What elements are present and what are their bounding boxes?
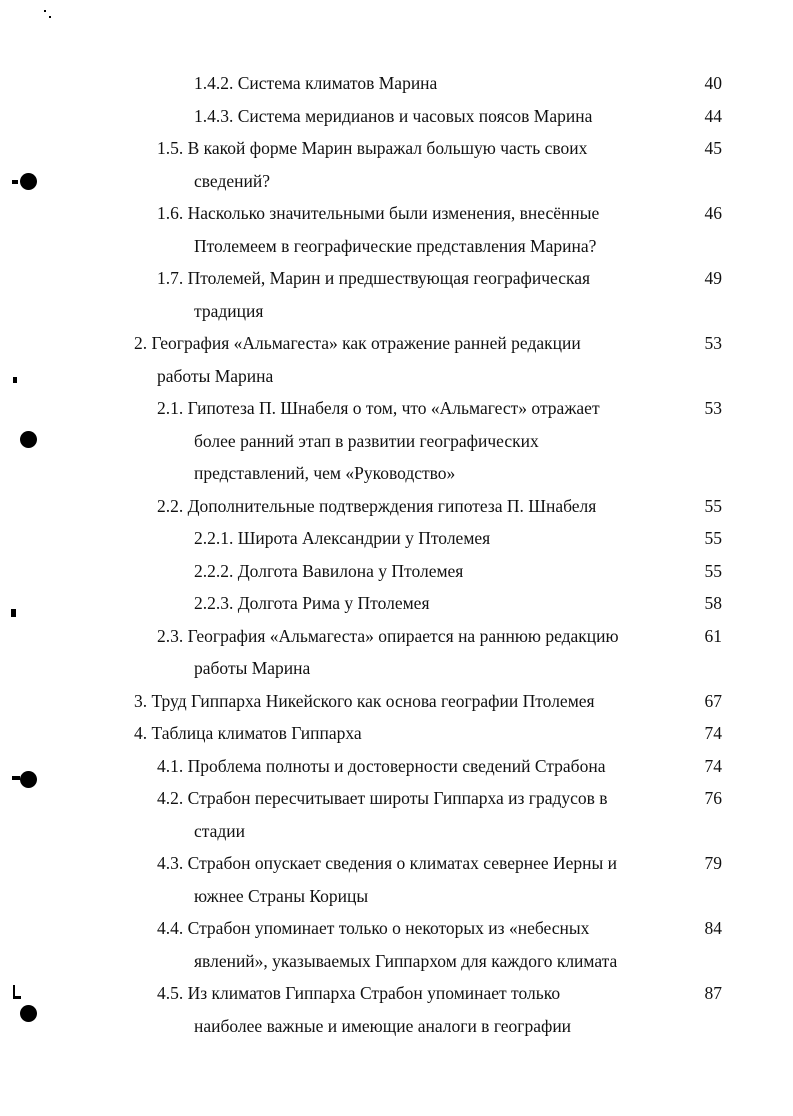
- toc-entry: [194, 106, 592, 126]
- binder-hole-mark: [20, 173, 37, 190]
- toc-entry-title: 3. Труд Гиппарха Никейского как основа географии Птолемея: [134, 691, 595, 711]
- toc-page-number: 45: [704, 138, 722, 158]
- toc-entry: [134, 333, 581, 353]
- toc-entry-continuation: традиция: [194, 301, 264, 321]
- toc-entry-title: 2. География «Альмагеста» как отражение ранней редакции: [134, 333, 581, 353]
- toc-page-number: 76: [704, 788, 722, 808]
- toc-entry-continuation: представлений, чем «Руководство»: [194, 463, 456, 483]
- toc-entry: [157, 788, 608, 808]
- scan-speck: [12, 180, 18, 184]
- toc-entry: [157, 268, 590, 288]
- toc-page-number: 46: [704, 203, 722, 223]
- toc-page-number: 49: [704, 268, 722, 288]
- toc-entry: [157, 918, 589, 938]
- toc-entry-title: 4.3. Страбон опускает сведения о климатах севернее Иерны и: [157, 853, 618, 873]
- toc-page-number: 79: [704, 853, 722, 873]
- toc-page-number: 67: [704, 691, 722, 711]
- toc-entry-title: 4.5. Из климатов Гиппарха Страбон упоминает только: [157, 983, 561, 1003]
- toc-entry: [157, 983, 560, 1003]
- toc-entry-title: 1.7. Птолемей, Марин и предшествующая географическая: [157, 268, 591, 288]
- toc-page-number: 61: [704, 626, 722, 646]
- scan-speck: [12, 776, 20, 780]
- toc-entry-title: 2.3. География «Альмагеста» опирается на раннюю редакцию: [157, 626, 619, 646]
- toc-entry-title: 1.4.2. Система климатов Марина: [194, 73, 438, 93]
- toc-entry: [194, 593, 430, 613]
- toc-entry: [194, 73, 437, 93]
- toc-page-number: 55: [704, 528, 722, 548]
- toc-entry: [157, 626, 619, 646]
- toc-entry: [134, 691, 595, 711]
- binder-hole-mark: [20, 1005, 37, 1022]
- toc-page-number: 55: [704, 561, 722, 581]
- toc-entry-continuation: более ранний этап в развитии географических: [194, 431, 539, 451]
- toc-entry-continuation: наиболее важные и имеющие аналоги в географии: [194, 1016, 572, 1036]
- toc-entry-continuation: явлений», указываемых Гиппархом для каждого климата: [194, 951, 618, 971]
- toc-entry: [157, 756, 605, 776]
- toc-entry: [194, 561, 463, 581]
- toc-page-number: 40: [704, 73, 722, 93]
- toc-page-number: 58: [704, 593, 722, 613]
- toc-entry: [157, 853, 617, 873]
- toc-page-number: 74: [704, 756, 722, 776]
- toc-entry: [134, 723, 362, 743]
- toc-entry-continuation: южнее Страны Корицы: [194, 886, 369, 906]
- toc-page-number: 87: [704, 983, 722, 1003]
- toc-page-number: 53: [704, 398, 722, 418]
- toc-page-number: 44: [704, 106, 722, 126]
- toc-entry-title: 2.2.2. Долгота Вавилона у Птолемея: [194, 561, 464, 581]
- toc-entry-continuation: сведений?: [194, 171, 270, 191]
- toc-entry-title: 1.4.3. Система меридианов и часовых поясов Марина: [194, 106, 593, 126]
- toc-entry-title: 4. Таблица климатов Гиппарха: [134, 723, 362, 743]
- binder-hole-mark: [20, 431, 37, 448]
- toc-entry: [157, 203, 599, 223]
- toc-entry: [194, 528, 490, 548]
- toc-entry-continuation: Птолемеем в географические представления Марина?: [194, 236, 597, 256]
- toc-entry-title: 4.1. Проблема полноты и достоверности сведений Страбона: [157, 756, 606, 776]
- toc-entry-title: 1.5. В какой форме Марин выражал большую часть своих: [157, 138, 588, 158]
- scan-speck: [13, 377, 17, 383]
- toc-entry-title: 2.1. Гипотеза П. Шнабеля о том, что «Альмагест» отражает: [157, 398, 600, 418]
- toc-entry-continuation: работы Марина: [157, 366, 274, 386]
- scan-speck: [11, 609, 16, 617]
- scan-speck: [44, 10, 46, 12]
- toc-entry-title: 4.2. Страбон пересчитывает широты Гиппарха из градусов в: [157, 788, 608, 808]
- toc-entry: [157, 398, 600, 418]
- toc-page-number: 74: [704, 723, 722, 743]
- toc-entry-title: 2.2.3. Долгота Рима у Птолемея: [194, 593, 430, 613]
- toc-entry: [157, 496, 596, 516]
- toc-entry-continuation: работы Марина: [194, 658, 311, 678]
- scan-speck: [13, 996, 21, 999]
- toc-entry: [157, 138, 587, 158]
- toc-entry-title: 2.2.1. Широта Александрии у Птолемея: [194, 528, 491, 548]
- toc-page-number: 53: [704, 333, 722, 353]
- binder-hole-mark: [20, 771, 37, 788]
- toc-page-number: 84: [704, 918, 722, 938]
- scan-speck: [49, 16, 51, 18]
- toc-entry-continuation: стадии: [194, 821, 246, 841]
- toc-page-number: 55: [704, 496, 722, 516]
- toc-entry-title: 2.2. Дополнительные подтверждения гипотеза П. Шнабеля: [157, 496, 597, 516]
- toc-entry-title: 4.4. Страбон упоминает только о некоторых из «небесных: [157, 918, 590, 938]
- toc-entry-title: 1.6. Насколько значительными были изменения, внесённые: [157, 203, 600, 223]
